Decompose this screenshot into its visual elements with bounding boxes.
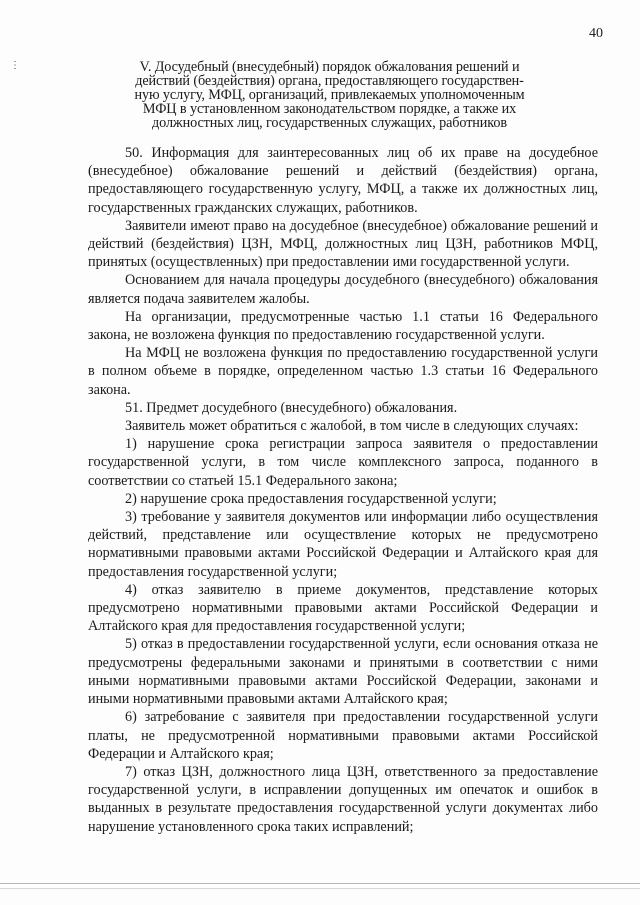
paragraph: Основанием для начала процедуры досудебного (внесудебного) обжалования является подача заявителем жалобы. bbox=[88, 272, 598, 307]
body-text bbox=[88, 144, 598, 836]
paragraph: Заявитель может обратиться с жалобой, в том числе в следующих случаях: bbox=[125, 418, 579, 435]
scan-edge-line bbox=[0, 888, 640, 889]
list-item: 3) требование у заявителя документов или информации либо осуществления действий, представление или осуществление которых не предусмотрено нормативными правовыми актами Российской Федерации и Алтайского края для предоставления государственной услуги; bbox=[88, 509, 598, 580]
list-item: 1) нарушение срока регистрации запроса заявителя о предоставлении государственной услуги, в том числе комплексного запроса, поданного в соответствии со статьей 15.1 Федерального закона; bbox=[88, 436, 598, 489]
paragraph: На МФЦ не возложена функция по предоставлению государственной услуги в полном объеме в порядке, определенном частью 1.3 статьи 16 Федерального закона. bbox=[88, 345, 598, 398]
section-heading bbox=[92, 60, 567, 130]
list-item: 6) затребование с заявителя при предоставлении государственной услуги платы, не предусмотренной нормативными правовыми актами Российской Федерации и Алтайского края; bbox=[88, 709, 598, 762]
paragraph: На организации, предусмотренные частью 1.1 статьи 16 Федерального закона, не возложена функция по предоставлению государственной услуги. bbox=[88, 308, 598, 344]
list-item: 4) отказ заявителю в приеме документов, представление которых предусмотрено нормативными правовыми актами Российской Федерации и Алтайского края для предоставления государственной услуги; bbox=[88, 581, 598, 635]
section-heading-line: МФЦ в установленном законодательством порядке, а также их bbox=[142, 101, 517, 117]
page-number: 40 bbox=[589, 26, 603, 41]
paragraph: 50. Информация для заинтересованных лиц об их праве на досудебное (внесудебное) обжалование решений и действий (бездействия) органа, предоставляющего государственную услугу, МФЦ, а также их должностных лиц, государственных гражданских служащих, работников. bbox=[88, 145, 598, 216]
section-heading-line: V. Досудебный (внесудебный) порядок обжалования решений и bbox=[139, 59, 520, 75]
paragraph: Заявители имеют право на досудебное (внесудебное) обжалование решений и действий (бездействия) ЦЗН, МФЦ, должностных лиц ЦЗН, работников МФЦ, принятых (осуществленных) при предоставлении ими государственной услуги. bbox=[88, 217, 598, 271]
list-item: 2) нарушение срока предоставления государственной услуги; bbox=[125, 490, 497, 507]
section-heading-line: действий (бездействия) органа, предоставляющего государствен- bbox=[135, 73, 524, 89]
section-heading-line: ную услугу, МФЦ, организаций, привлекаемых уполномоченным bbox=[134, 87, 525, 103]
paragraph: 51. Предмет досудебного (внесудебного) обжалования. bbox=[125, 399, 458, 416]
list-item: 5) отказ в предоставлении государственной услуги, если основания отказа не предусмотрены федеральными законами и принятыми в соответствии с ними иными нормативными правовыми актами Российской Федерации, законами и иными нормативными правовыми актами Алтайского края; bbox=[88, 636, 598, 708]
margin-mark: ⋮ bbox=[10, 60, 20, 71]
section-heading-line: должностных лиц, государственных служащих, работников bbox=[152, 115, 507, 131]
list-item: 7) отказ ЦЗН, должностного лица ЦЗН, ответственного за предоставление государственной услуги, в исправлении допущенных им опечаток и ошибок в выданных в результате предоставления государственной услуги документах либо нарушение установленного срока таких исправлений; bbox=[88, 763, 598, 835]
scan-edge-line bbox=[0, 883, 640, 884]
